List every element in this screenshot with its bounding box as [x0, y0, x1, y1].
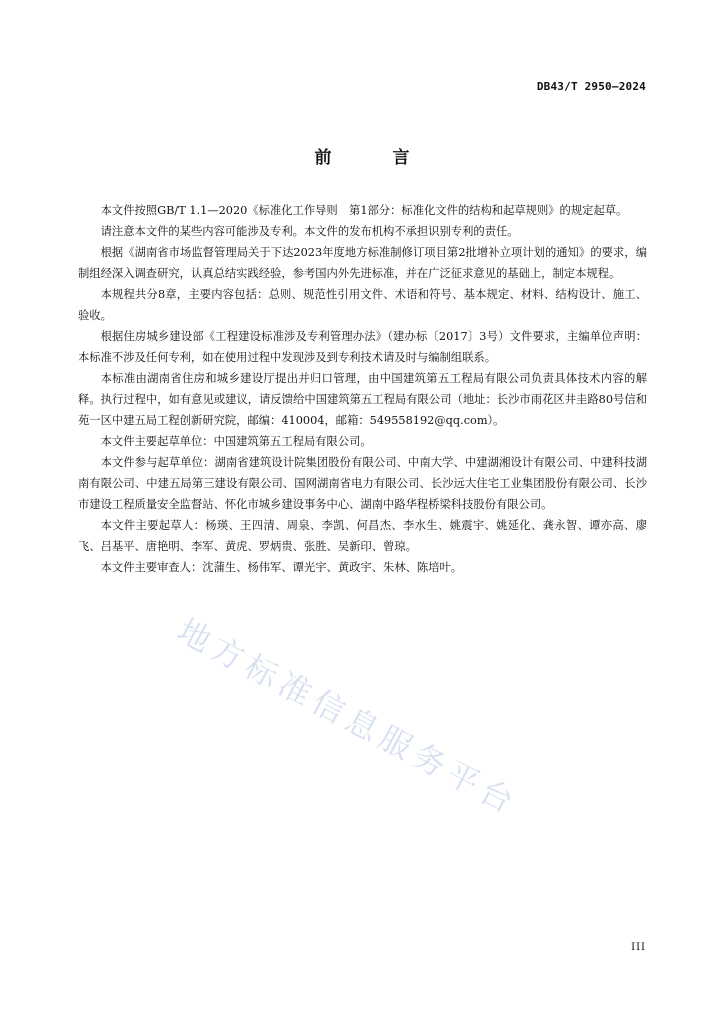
document-number: DB43/T 2950—2024: [536, 80, 646, 93]
page-title: 前 言: [314, 148, 432, 168]
page-number: III: [631, 942, 646, 953]
preface-body: [78, 200, 647, 578]
watermark: 地方标准信息服务平台: [171, 611, 525, 824]
paragraph: 本文件参与起草单位：湖南省建筑设计院集团股份有限公司、中南大学、中建湖湘设计有限公司、中建科技湖南有限公司、中建五局第三建设有限公司、国网湖南省电力有限公司、长沙远大住宅工业集团股份有限公司、长沙市建设工程质量安全监督站、怀化市城乡建设事务中心、湖南中路华程桥梁科技股份有限公司。: [78, 456, 647, 511]
paragraph: 根据《湖南省市场监督管理局关于下达2023年度地方标准制修订项目第2批增补立项计划的通知》的要求，编制组经深入调查研究，认真总结实践经验，参考国内外先进标准，并在广泛征求意见的基础上，制定本规程。: [78, 246, 647, 280]
paragraph: 本文件主要审查人：沈蒲生、杨伟军、谭光宇、黄政宇、朱林、陈培叶。: [100, 561, 463, 574]
paragraph: 请注意本文件的某些内容可能涉及专利。本文件的发布机构不承担识别专利的责任。: [100, 225, 519, 238]
paragraph: 根据住房城乡建设部《工程建设标准涉及专利管理办法》（建办标〔2017〕3号）文件要求，主编单位声明：本标准不涉及任何专利，如在使用过程中发现涉及到专利技术请及时与编制组联系。: [78, 330, 647, 364]
paragraph: 本规程共分8章，主要内容包括：总则、规范性引用文件、术语和符号、基本规定、材料、结构设计、施工、验收。: [78, 288, 647, 322]
paragraph: 本文件主要起草人：杨瑛、王四清、周泉、李凯、何昌杰、李水生、姚震宇、姚延化、龚永智、谭亦高、廖飞、吕基平、唐艳明、李军、黄虎、罗炳贵、张胜、吴新印、曾琼。: [78, 519, 647, 553]
paragraph: 本标准由湖南省住房和城乡建设厅提出并归口管理，由中国建筑第五工程局有限公司负责具体技术内容的解释。执行过程中，如有意见或建议，请反馈给中国建筑第五工程局有限公司（地址：长沙市雨花区井圭路80号信和苑一区中建五局工程创新研究院，邮编：410004，邮箱：549558192@qq.com）。: [78, 372, 647, 427]
paragraph: 本文件按照GB/T 1.1—2020《标准化工作导则 第1部分：标准化文件的结构和起草规则》的规定起草。: [100, 204, 628, 217]
paragraph: 本文件主要起草单位：中国建筑第五工程局有限公司。: [100, 435, 372, 448]
